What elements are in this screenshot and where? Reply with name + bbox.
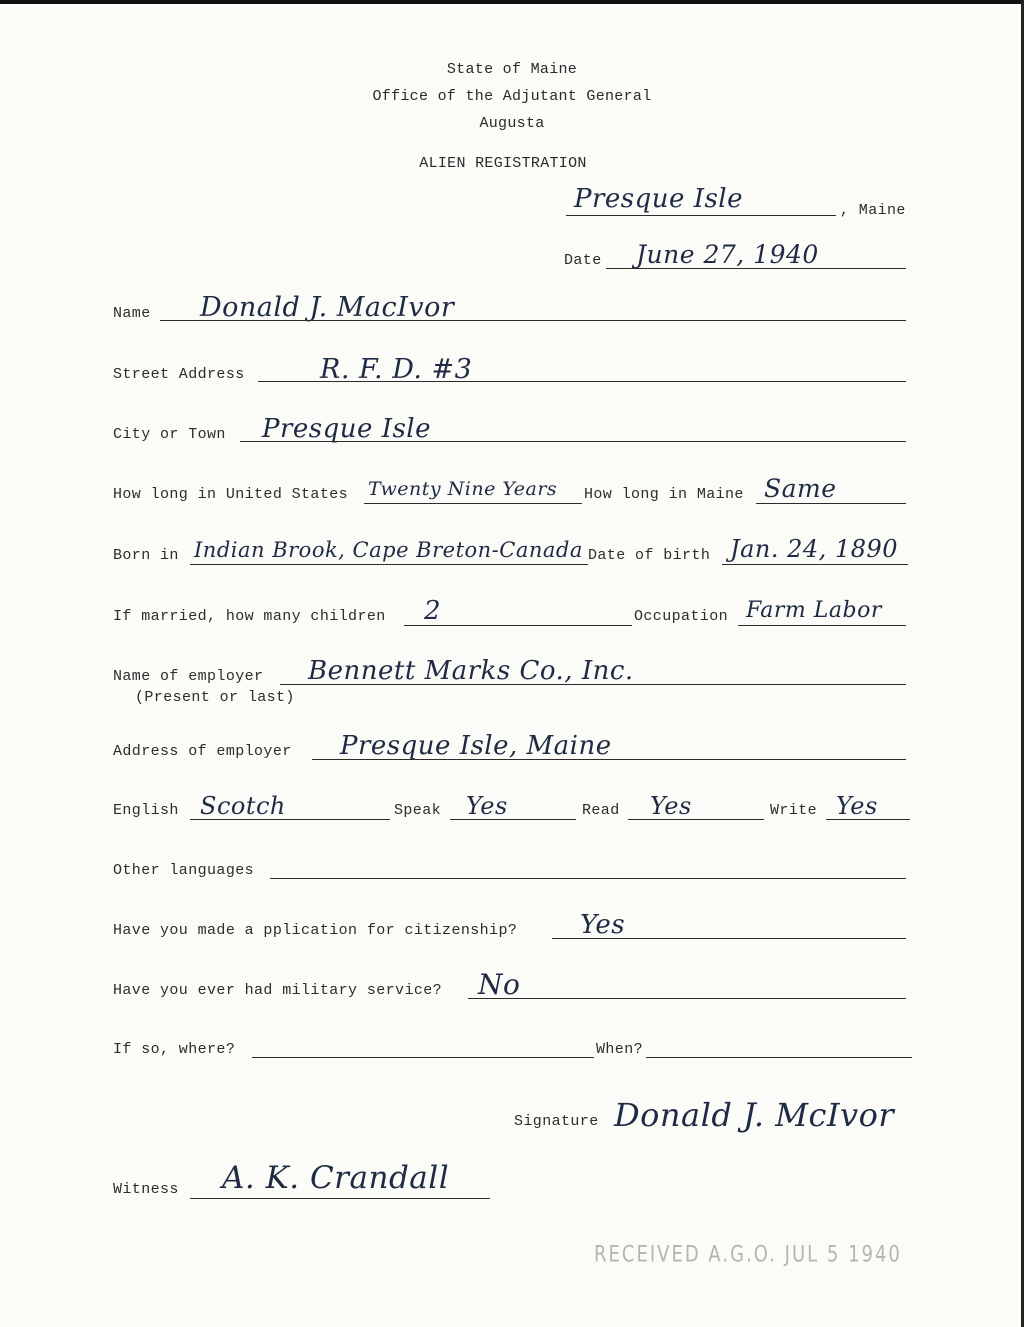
witness-value: A. K. Crandall [222, 1160, 450, 1196]
maine-years-line [756, 503, 906, 504]
received-stamp: RECEIVED A.G.O. JUL 5 1940 [594, 1241, 902, 1268]
other-languages-label: Other languages [113, 862, 255, 879]
place-suffix: , Maine [840, 202, 906, 219]
where-line [252, 1057, 594, 1058]
english-label: English [113, 802, 179, 819]
date-line [606, 268, 906, 269]
occupation-line [738, 625, 906, 626]
form-title: ALIEN REGISTRATION [419, 155, 587, 172]
employer-value: Bennett Marks Co., Inc. [308, 656, 634, 686]
name-label: Name [113, 305, 151, 322]
signature-label: Signature [514, 1113, 599, 1130]
employer-line [280, 684, 906, 685]
dob-value: Jan. 24, 1890 [730, 535, 899, 563]
when-line [646, 1057, 912, 1058]
scan-border-top [0, 0, 1024, 4]
dob-label: Date of birth [588, 547, 711, 564]
street-label: Street Address [113, 366, 245, 383]
signature-value: Donald J. McIvor [614, 1096, 895, 1134]
occupation-label: Occupation [634, 608, 729, 625]
maine-years-label: How long in Maine [584, 486, 744, 503]
date-label: Date [564, 252, 602, 269]
citizenship-line [552, 938, 906, 939]
speak-value: Yes [466, 792, 508, 820]
children-value: 2 [424, 596, 442, 626]
born-value: Indian Brook, Cape Breton-Canada [194, 538, 583, 562]
street-line [258, 381, 906, 382]
employer-label: Name of employer [113, 668, 264, 685]
military-label: Have you ever had military service? [113, 982, 443, 999]
born-line [190, 564, 588, 565]
employer-sublabel: (Present or last) [135, 689, 295, 706]
born-label: Born in [113, 547, 179, 564]
citizenship-label: Have you made a pplication for citizenship? [113, 922, 518, 939]
children-label: If married, how many children [113, 608, 386, 625]
when-label: When? [596, 1041, 644, 1058]
children-line [404, 625, 632, 626]
maine-years-value: Same [764, 474, 837, 503]
us-years-line [364, 503, 582, 504]
citizenship-value: Yes [580, 910, 626, 940]
employer-address-value: Presque Isle, Maine [340, 731, 612, 761]
place-value: Presque Isle [574, 184, 744, 214]
where-label: If so, where? [113, 1041, 236, 1058]
military-line [468, 998, 906, 999]
dob-line [722, 564, 908, 565]
name-line [160, 320, 906, 321]
city-label: City or Town [113, 426, 226, 443]
write-line [826, 819, 910, 820]
us-years-value: Twenty Nine Years [368, 478, 558, 500]
write-value: Yes [836, 792, 878, 820]
place-line [566, 215, 836, 216]
witness-label: Witness [113, 1181, 179, 1198]
header-state: State of Maine [446, 61, 578, 78]
city-line [240, 441, 906, 442]
street-value: R. F. D. #3 [320, 354, 473, 385]
us-years-label: How long in United States [113, 486, 349, 503]
header-city: Augusta [479, 115, 545, 132]
employer-address-label: Address of employer [113, 743, 292, 760]
name-value: Donald J. MacIvor [200, 292, 455, 323]
header-office: Office of the Adjutant General [372, 88, 652, 105]
employer-address-line [312, 759, 906, 760]
english-line [190, 819, 390, 820]
english-value: Scotch [200, 792, 286, 820]
witness-line [190, 1198, 490, 1199]
other-languages-line [270, 878, 906, 879]
read-value: Yes [650, 792, 692, 820]
occupation-value: Farm Labor [746, 598, 882, 623]
city-value: Presque Isle [262, 414, 432, 444]
military-value: No [478, 968, 521, 1001]
date-value: June 27, 1940 [636, 240, 819, 269]
read-line [628, 819, 764, 820]
speak-label: Speak [394, 802, 442, 819]
speak-line [450, 819, 576, 820]
read-label: Read [582, 802, 620, 819]
write-label: Write [770, 802, 818, 819]
